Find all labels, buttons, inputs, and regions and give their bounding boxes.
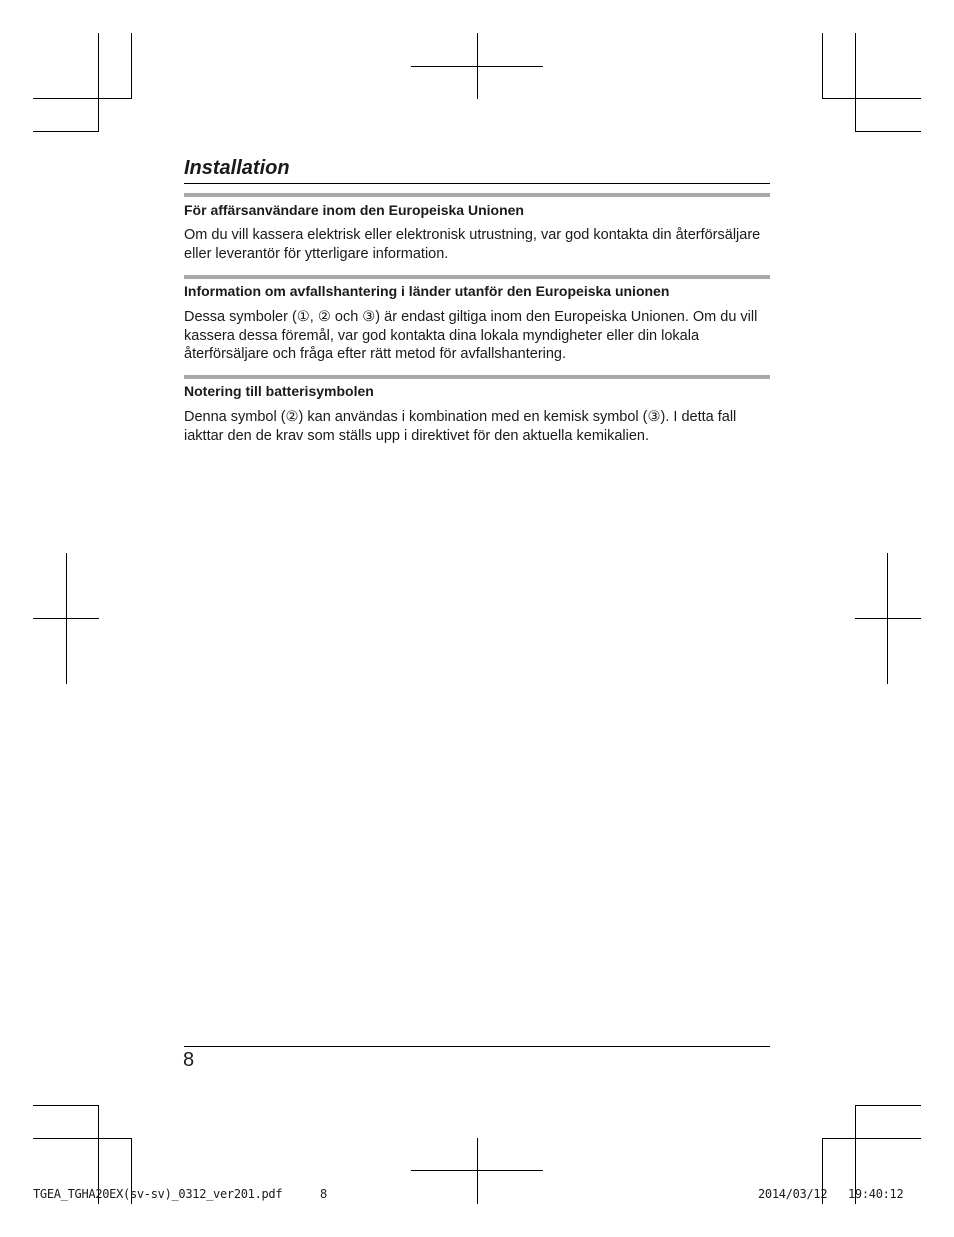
section-title: Installation [184,157,290,179]
crop-mark [33,98,131,99]
section-paragraph [184,308,770,364]
section-heading: För affärsanvändare inom den Europeiska Unionen [184,202,524,218]
section-heading: Notering till batterisymbolen [184,383,374,399]
footer-rule [184,1046,770,1047]
section-separator [184,275,770,279]
crop-mark [98,33,99,131]
crop-mark [822,1138,921,1139]
crop-mark [855,131,921,132]
section-heading: Information om avfallshantering i länder utanför den Europeiska unionen [184,283,670,299]
paragraph-line: iakttar den de krav som ställs upp i direktivet för den aktuella kemikalien. [184,427,650,444]
print-slug-filename: TGEA_TGHA20EX(sv-sv)_0312_ver201.pdf [33,1187,283,1201]
paragraph-line: Dessa symboler (①, ② och ③) är endast giltiga inom den Europeiska Unionen. Om du vill [184,309,758,325]
crop-mark [33,1138,131,1139]
paragraph-line: Om du vill kassera elektrisk eller elektronisk utrustning, var god kontakta din återförsäljare [184,227,761,243]
registration-mark [477,1138,478,1204]
section-separator [184,375,770,379]
crop-mark [855,33,856,131]
registration-mark [411,1170,543,1171]
registration-mark [33,618,99,619]
title-rule [184,183,770,184]
crop-mark [33,131,99,132]
section-paragraph [184,226,770,263]
section-separator [184,193,770,197]
crop-mark [822,98,921,99]
crop-mark [33,1105,99,1106]
paragraph-line: eller leverantör för ytterligare information. [184,245,449,262]
page-number: 8 [183,1049,195,1071]
print-slug-time: 19:40:12 [848,1187,904,1201]
crop-mark [822,33,823,99]
paragraph-line: återförsäljare och fråga efter rätt metod för avfallshantering. [184,346,567,363]
section-paragraph [184,408,770,445]
crop-mark [131,33,132,99]
print-slug-page: 8 [320,1187,327,1201]
registration-mark [411,66,543,67]
paragraph-line: Denna symbol (②) kan användas i kombination med en kemisk symbol (③). I detta fall [184,409,737,425]
paragraph-line: kassera dessa föremål, var god kontakta dina lokala myndigheter eller din lokala [184,327,700,344]
print-slug-date: 2014/03/12 [758,1187,828,1201]
registration-mark [855,618,921,619]
crop-mark [855,1105,921,1106]
